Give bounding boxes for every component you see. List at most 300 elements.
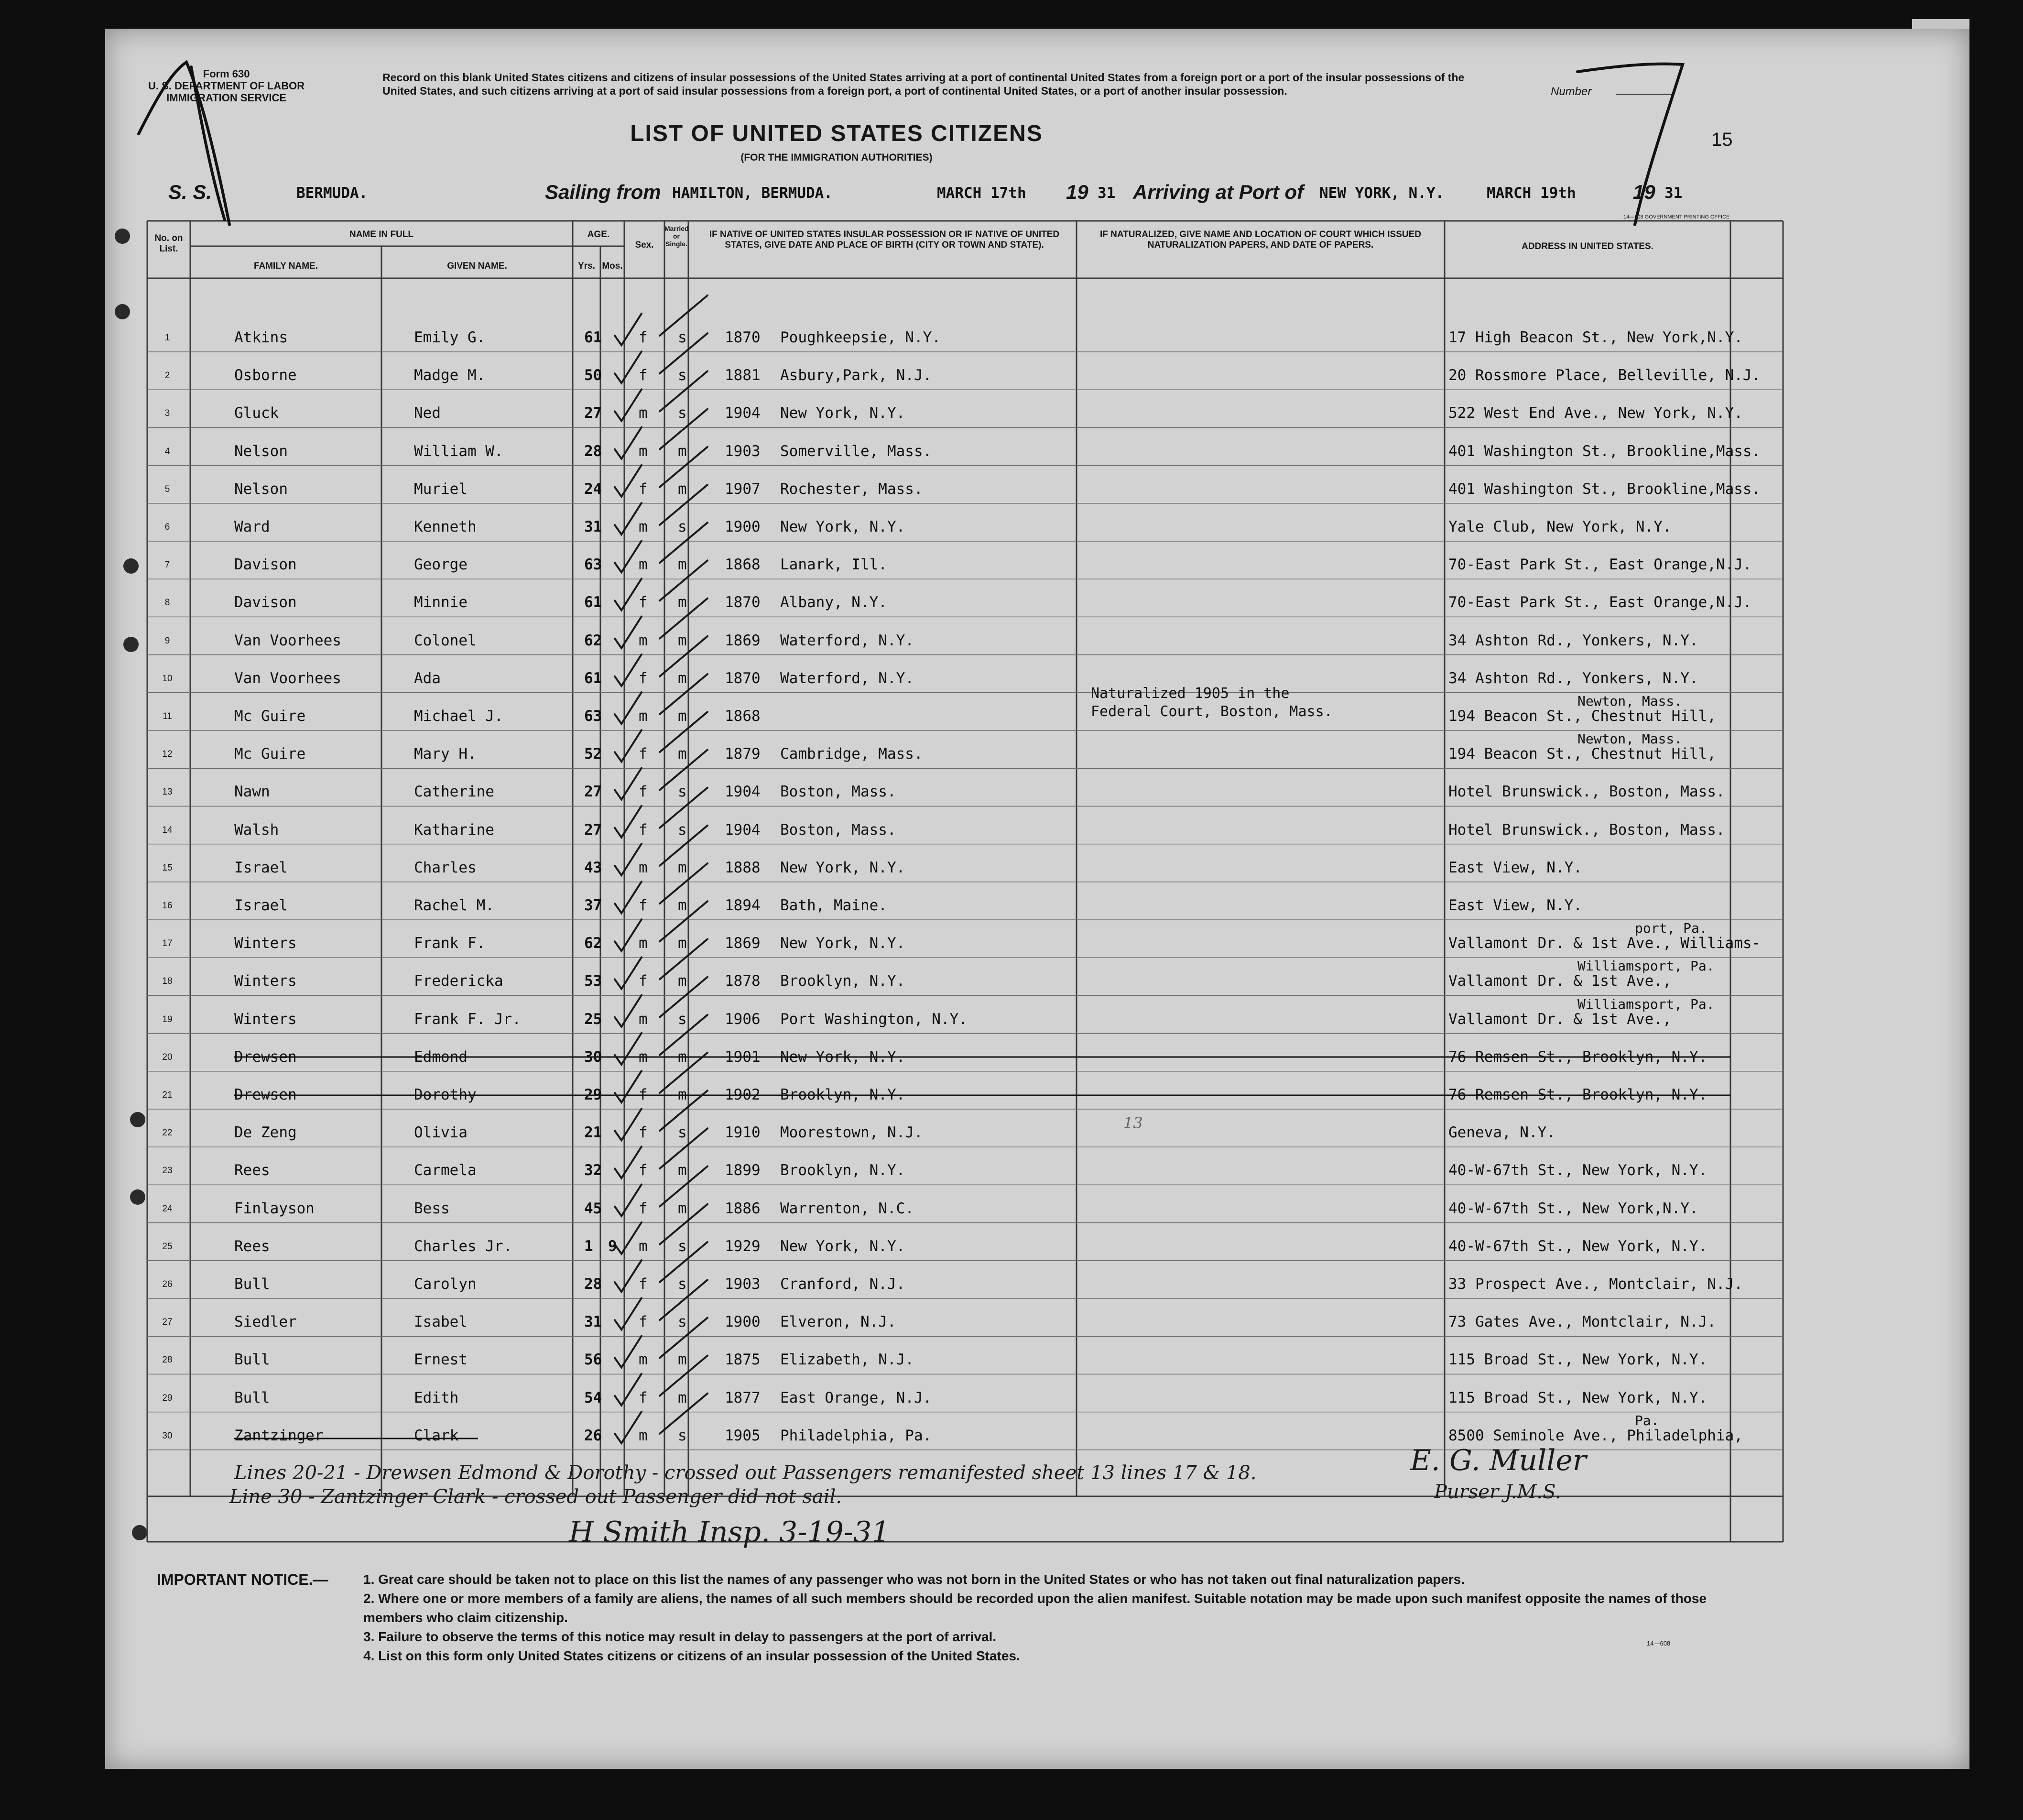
family-name: Walsh [234, 821, 279, 839]
birth-place: New York, N.Y. [780, 859, 905, 876]
given-name: Carmela [414, 1162, 477, 1179]
birth-year: 1904 [725, 404, 761, 422]
sex: f [639, 1124, 648, 1142]
given-name: Rachel M. [414, 897, 494, 914]
address: 33 Prospect Ave., Montclair, N.J. [1448, 1275, 1743, 1293]
address: 34 Ashton Rd., Yonkers, N.Y. [1448, 669, 1698, 687]
birth-year: 1870 [725, 329, 761, 346]
family-name: Mc Guire [234, 708, 306, 725]
given-name: Fredericka [414, 972, 503, 990]
given-name: Clark [414, 1427, 459, 1444]
birth-year: 1869 [725, 632, 761, 649]
address: Geneva, N.Y. [1448, 1124, 1555, 1142]
given-name: Madge M. [414, 367, 486, 384]
address: 70-East Park St., East Orange,N.J. [1448, 556, 1752, 574]
col-header-name: NAME IN FULL [349, 229, 414, 240]
check-mark [615, 919, 642, 951]
col-header-age: AGE. [587, 229, 610, 240]
given-name: Catherine [414, 783, 494, 801]
marital-status: m [678, 897, 687, 914]
birth-year: 1868 [725, 708, 761, 725]
row-number: 20 [162, 1052, 173, 1062]
col-header-naturalized: IF NATURALIZED, GIVE NAME AND LOCATION OF COURT WHICH ISSUED NATURALIZATION PAPERS, AND DATE OF PAPERS. [1099, 229, 1421, 250]
col-header-birth: IF NATIVE OF UNITED STATES INSULAR POSSESSION OR IF NATIVE OF UNITED STATES, GIVE DATE AND PLACE OF BIRTH (CITY OR TOWN AND STATE). [709, 229, 1060, 250]
birth-place: New York, N.Y. [780, 404, 905, 422]
given-name: Ernest [414, 1351, 468, 1369]
age-years: 50 [584, 367, 602, 384]
check-mark [615, 1412, 642, 1443]
sex: f [639, 1086, 648, 1103]
given-name: Isabel [414, 1313, 468, 1331]
age-years: 61 [584, 594, 602, 611]
age-years: 54 [584, 1389, 602, 1406]
birth-year: 1886 [725, 1199, 761, 1217]
marital-status: m [678, 1162, 687, 1179]
given-name: Bess [414, 1199, 450, 1217]
birth-place: Bath, Maine. [780, 897, 887, 914]
check-mark [615, 995, 642, 1027]
given-name: Katharine [414, 821, 494, 839]
birth-year: 1881 [725, 367, 761, 384]
address: East View, N.Y. [1448, 859, 1582, 876]
age-years: 26 [584, 1427, 602, 1444]
given-name: Dorothy [414, 1086, 477, 1103]
family-name: Israel [234, 859, 288, 876]
age-years: 62 [584, 632, 602, 649]
given-name: William W. [414, 442, 503, 460]
birth-year: 1904 [725, 821, 761, 839]
family-name: Van Voorhees [234, 632, 341, 649]
page-title: LIST OF UNITED STATES CITIZENS [630, 121, 1043, 146]
address: Yale Club, New York, N.Y. [1448, 518, 1672, 535]
col-header-no: No. on List. [154, 233, 183, 254]
address-continuation: Newton, Mass. [1577, 693, 1683, 709]
address: 401 Washington St., Brookline,Mass. [1448, 480, 1761, 498]
birth-year: 1870 [725, 594, 761, 611]
gpo-code: 14—608 GOVERNMENT PRINTING OFFICE [1623, 214, 1730, 220]
marital-status: s [678, 1313, 687, 1331]
check-mark [615, 1033, 642, 1065]
row-number: 17 [162, 938, 173, 949]
check-mark [615, 503, 642, 534]
check-mark [615, 654, 642, 686]
family-name: Winters [234, 935, 297, 952]
check-mark [615, 314, 642, 345]
marital-status: s [678, 367, 687, 384]
family-name: Israel [234, 897, 288, 914]
sex: f [639, 1389, 648, 1406]
age-years: 37 [584, 897, 602, 914]
family-name: Gluck [234, 404, 279, 422]
birth-place: Somerville, Mass. [780, 442, 932, 460]
marital-status: m [678, 859, 687, 876]
birth-place: East Orange, N.J. [780, 1389, 932, 1406]
sex: m [639, 1427, 648, 1444]
purser-signature: E. G. Muller [1410, 1444, 1587, 1477]
birth-year: 1879 [725, 745, 761, 763]
check-mark [615, 427, 642, 459]
birth-year: 1901 [725, 1048, 761, 1066]
handwritten-note-lines-20-21: Lines 20-21 - Drewsen Edmond & Dorothy - crossed out Passengers remanifested sheet 13 lines 17 & 18. [234, 1462, 1257, 1484]
given-name: Charles [414, 859, 477, 876]
notice-item: 1. Great care should be taken not to place on this list the names of any passenger who was not born in the United States or who has not taken out final naturalization papers. [363, 1572, 1465, 1587]
age-years: 61 [584, 329, 602, 346]
sex: f [639, 972, 648, 990]
age-years: 31 [584, 1313, 602, 1331]
family-name: Bull [234, 1275, 270, 1293]
birth-place: Rochester, Mass. [780, 480, 923, 498]
check-mark [615, 844, 642, 875]
notice-item: 3. Failure to observe the terms of this notice may result in delay to passengers at the port of arrival. [363, 1629, 997, 1644]
birth-year: 1910 [725, 1124, 761, 1142]
check-mark [615, 1071, 642, 1102]
sex: f [639, 1275, 648, 1293]
birth-year: 1894 [725, 897, 761, 914]
given-name: Frank F. Jr. [414, 1010, 521, 1028]
marital-status: s [678, 783, 687, 801]
family-name: Finlayson [234, 1199, 315, 1217]
given-name: Charles Jr. [414, 1237, 512, 1255]
marital-status: m [678, 556, 687, 574]
birth-place: Cambridge, Mass. [780, 745, 923, 763]
family-name: De Zeng [234, 1124, 297, 1142]
row-number: 16 [162, 901, 173, 911]
sex: m [639, 1010, 648, 1028]
check-mark [615, 1336, 642, 1367]
sex: m [639, 632, 648, 649]
number-label: Number [1551, 85, 1592, 98]
marital-status: s [678, 329, 687, 346]
sheet-number: 15 [1711, 129, 1733, 150]
departure-date: MARCH 17th [937, 185, 1026, 202]
given-name: Kenneth [414, 518, 477, 535]
sex: m [639, 556, 648, 574]
row-number: 4 [164, 446, 170, 457]
col-header-yrs: Yrs. [578, 261, 595, 271]
family-name: Ward [234, 518, 270, 535]
birth-year: 1868 [725, 556, 761, 574]
arrival-port: NEW YORK, N.Y. [1319, 185, 1445, 202]
birth-year: 1888 [725, 859, 761, 876]
family-name: Bull [234, 1351, 270, 1369]
marital-status: m [678, 632, 687, 649]
sex: f [639, 367, 648, 384]
marital-status: s [678, 404, 687, 422]
row-number: 23 [162, 1166, 173, 1176]
address: 20 Rossmore Place, Belleville, N.J. [1448, 367, 1761, 384]
family-name: Mc Guire [234, 745, 306, 763]
sex: f [639, 1313, 648, 1331]
address: 34 Ashton Rd., Yonkers, N.Y. [1448, 632, 1698, 649]
row-number: 24 [162, 1203, 173, 1214]
row-number: 30 [162, 1430, 173, 1441]
birth-place: Philadelphia, Pa. [780, 1427, 932, 1444]
birth-year: 1900 [725, 518, 761, 535]
age-years: 31 [584, 518, 602, 535]
birth-year: 1877 [725, 1389, 761, 1406]
given-name: Frank F. [414, 935, 486, 952]
birth-year: 1903 [725, 1275, 761, 1293]
sex: m [639, 935, 648, 952]
form-identifier: Form 630 U. S. DEPARTMENT OF LABOR IMMIGRATION SERVICE [148, 68, 305, 104]
age-years: 62 [584, 935, 602, 952]
address: Vallamont Dr. & 1st Ave., [1448, 972, 1672, 990]
birth-place: Brooklyn, N.Y. [780, 1162, 905, 1179]
address-continuation: Williamsport, Pa. [1577, 996, 1715, 1012]
age-years: 28 [584, 1275, 602, 1293]
page-subtitle: (FOR THE IMMIGRATION AUTHORITIES) [740, 152, 933, 163]
address: 401 Washington St., Brookline,Mass. [1448, 442, 1761, 460]
birth-place: Waterford, N.Y. [780, 632, 914, 649]
check-mark [615, 692, 642, 724]
address: 194 Beacon St., Chestnut Hill, [1448, 708, 1716, 725]
address: 76 Remsen St., Brooklyn, N.Y. [1448, 1048, 1708, 1066]
age-years: 28 [584, 442, 602, 460]
marital-status: m [678, 1199, 687, 1217]
birth-place: New York, N.Y. [780, 935, 905, 952]
marital-status: s [678, 1010, 687, 1028]
arriving-label: Arriving at Port of [1133, 181, 1304, 203]
birth-place: Port Washington, N.Y. [780, 1010, 968, 1028]
row-number: 19 [162, 1014, 173, 1024]
birth-place: New York, N.Y. [780, 1048, 905, 1066]
family-name: Drewsen [234, 1048, 297, 1066]
birth-year: 1907 [725, 480, 761, 498]
marital-status: s [678, 518, 687, 535]
birth-year: 1899 [725, 1162, 761, 1179]
birth-year: 1929 [725, 1237, 761, 1255]
age-years: 43 [584, 859, 602, 876]
address: Vallamont Dr. & 1st Ave., Williams- [1448, 935, 1761, 952]
row-number: 21 [162, 1090, 173, 1100]
marital-status: m [678, 669, 687, 687]
given-name: Olivia [414, 1124, 468, 1142]
birth-place: Boston, Mass. [780, 821, 896, 839]
check-mark [615, 1260, 642, 1292]
marital-status: m [678, 442, 687, 460]
birth-year: 1905 [725, 1427, 761, 1444]
birth-place: Lanark, Ill. [780, 556, 887, 574]
handwritten-number [1577, 64, 1683, 225]
check-mark [615, 541, 642, 572]
marital-status: m [678, 1351, 687, 1369]
age-years: 61 [584, 669, 602, 687]
family-name: Bull [234, 1389, 270, 1406]
row-number: 26 [162, 1279, 173, 1289]
given-name: Ada [414, 669, 441, 687]
age-years: 52 [584, 745, 602, 763]
col-header-given: GIVEN NAME. [447, 261, 507, 271]
marital-status: s [678, 1275, 687, 1293]
year-prefix-2: 19 [1633, 181, 1655, 203]
birth-year: 1906 [725, 1010, 761, 1028]
given-name: Emily G. [414, 329, 486, 346]
birth-place: Warrenton, N.C. [780, 1199, 914, 1217]
sex: m [639, 404, 648, 422]
address-continuation: port, Pa. [1635, 920, 1708, 937]
marital-status: m [678, 935, 687, 952]
row-number: 14 [162, 825, 173, 835]
age-years: 1 [584, 1237, 593, 1255]
birth-place: Boston, Mass. [780, 783, 896, 801]
naturalization-details: Naturalized 1905 in the Federal Court, Boston, Mass. [1091, 685, 1333, 720]
row-number: 12 [162, 749, 173, 760]
row-number: 7 [164, 560, 170, 570]
birth-place: Elveron, N.J. [780, 1313, 896, 1331]
birth-place: Asbury,Park, N.J. [780, 367, 932, 384]
check-mark [615, 465, 642, 497]
family-name: Nelson [234, 442, 288, 460]
marital-status: m [678, 1048, 687, 1066]
address-continuation: Newton, Mass. [1577, 731, 1683, 747]
given-name: Edmond [414, 1048, 468, 1066]
year-prefix-1: 19 [1066, 181, 1088, 203]
given-name: Edith [414, 1389, 459, 1406]
birth-year: 1869 [725, 935, 761, 952]
address: 115 Broad St., New York, N.Y. [1448, 1389, 1708, 1406]
sex: f [639, 594, 648, 611]
check-mark [615, 1222, 642, 1254]
marital-status: s [678, 1124, 687, 1142]
marital-status: s [678, 1427, 687, 1444]
sex: m [639, 1237, 648, 1255]
sex: m [639, 442, 648, 460]
family-name: Siedler [234, 1313, 297, 1331]
address: 8500 Seminole Ave., Philadelphia, [1448, 1427, 1743, 1444]
marital-status: m [678, 594, 687, 611]
family-name: Osborne [234, 367, 297, 384]
address: East View, N.Y. [1448, 897, 1582, 914]
age-years: 63 [584, 556, 602, 574]
notice-list [363, 1570, 1740, 1666]
row-number: 8 [164, 598, 170, 608]
check-mark [615, 1146, 642, 1178]
family-name: Nelson [234, 480, 288, 498]
birth-place: Waterford, N.Y. [780, 669, 914, 687]
birth-year: 1902 [725, 1086, 761, 1103]
marital-status: m [678, 1389, 687, 1406]
address: 73 Gates Ave., Montclair, N.J. [1448, 1313, 1716, 1331]
form-instructions: Record on this blank United States citizens and citizens of insular possessions of the United States arriving at a port of continental United States from a foreign port or a port of the insular possessions of the United States, and such citizens arriving at a port of said insular possessions from a foreign port, a port of continental United States, or a port of another insular possession. [382, 71, 1465, 97]
check-mark [615, 882, 642, 913]
notice-label: IMPORTANT NOTICE.— [157, 1571, 328, 1588]
age-years: 27 [584, 404, 602, 422]
arrival-year: 31 [1664, 185, 1683, 202]
row-number: 5 [164, 484, 170, 494]
sex: m [639, 708, 648, 725]
check-mark [615, 617, 642, 648]
row-number: 6 [164, 522, 170, 532]
marital-status: m [678, 708, 687, 725]
age-years: 30 [584, 1048, 602, 1066]
family-name: Drewsen [234, 1086, 297, 1103]
marital-status: m [678, 972, 687, 990]
departure-port: HAMILTON, BERMUDA. [672, 185, 833, 202]
birth-place: New York, N.Y. [780, 518, 905, 535]
age-years: 27 [584, 821, 602, 839]
birth-year: 1903 [725, 442, 761, 460]
stray-mark: 13 [1123, 1114, 1143, 1132]
family-name: Zantzinger [234, 1427, 324, 1444]
marital-status: s [678, 1237, 687, 1255]
birth-place: Elizabeth, N.J. [780, 1351, 914, 1369]
age-years: 56 [584, 1351, 602, 1369]
col-header-married: Married or Single. [664, 225, 689, 248]
check-mark [615, 730, 642, 762]
check-mark [615, 578, 642, 610]
sailing-label: Sailing from [545, 181, 661, 203]
check-mark [615, 1298, 642, 1330]
sex: f [639, 745, 648, 763]
given-name: Minnie [414, 594, 468, 611]
age-years: 24 [584, 480, 602, 498]
age-years: 29 [584, 1086, 602, 1103]
age-years: 53 [584, 972, 602, 990]
birth-year: 1900 [725, 1313, 761, 1331]
row-number: 9 [164, 635, 170, 646]
ship-name: BERMUDA. [296, 185, 368, 202]
address: 194 Beacon St., Chestnut Hill, [1448, 745, 1716, 763]
row-number: 22 [162, 1128, 173, 1138]
sex: m [639, 859, 648, 876]
check-mark [615, 957, 642, 989]
departure-year: 31 [1098, 185, 1116, 202]
given-name: Ned [414, 404, 441, 422]
family-name: Rees [234, 1237, 270, 1255]
given-name: Michael J. [414, 708, 503, 725]
notice-item: 2. Where one or more members of a family are aliens, the names of all such members should be recorded upon the alien manifest. Suitable notation may be made upon such manifest opposite the names of those members who claim citizenship. [363, 1591, 1707, 1625]
check-mark [615, 768, 642, 799]
col-header-family: FAMILY NAME. [253, 261, 318, 271]
family-name: Van Voorhees [234, 669, 341, 687]
address: 40-W-67th St., New York,N.Y. [1448, 1199, 1698, 1217]
check-mark [615, 1109, 642, 1140]
given-name: Carolyn [414, 1275, 477, 1293]
family-name: Nawn [234, 783, 270, 801]
check-mark [615, 806, 642, 838]
sex: f [639, 897, 648, 914]
address-continuation: Pa. [1635, 1412, 1659, 1428]
col-header-address: ADDRESS IN UNITED STATES. [1522, 241, 1653, 251]
age-years: 32 [584, 1162, 602, 1179]
address: 76 Remsen St., Brooklyn, N.Y. [1448, 1086, 1708, 1103]
family-name: Winters [234, 972, 297, 990]
age-years: 21 [584, 1124, 602, 1142]
sex: f [639, 783, 648, 801]
family-name: Rees [234, 1162, 270, 1179]
address: 40-W-67th St., New York, N.Y. [1448, 1162, 1708, 1179]
handwritten-note-line-30: Line 30 - Zantzinger Clark - crossed out Passenger did not sail. [229, 1486, 842, 1508]
address: Hotel Brunswick., Boston, Mass. [1448, 821, 1725, 839]
birth-place: Cranford, N.J. [780, 1275, 905, 1293]
check-mark [615, 1185, 642, 1216]
given-name: Muriel [414, 480, 468, 498]
notice-item: 4. List on this form only United States citizens or citizens of an insular possession of the United States. [363, 1648, 1020, 1663]
birth-place: Brooklyn, N.Y. [780, 1086, 905, 1103]
row-number: 13 [162, 787, 173, 797]
ss-label: S. S. [168, 181, 212, 203]
family-name: Winters [234, 1010, 297, 1028]
row-number: 25 [162, 1241, 173, 1252]
footer-code: 14—608 [1647, 1640, 1671, 1647]
row-number: 3 [164, 408, 170, 419]
age-years: 25 [584, 1010, 602, 1028]
address: 40-W-67th St., New York, N.Y. [1448, 1237, 1708, 1255]
sex: f [639, 480, 648, 498]
given-name: Colonel [414, 632, 477, 649]
sex: f [639, 329, 648, 346]
check-mark [615, 351, 642, 383]
